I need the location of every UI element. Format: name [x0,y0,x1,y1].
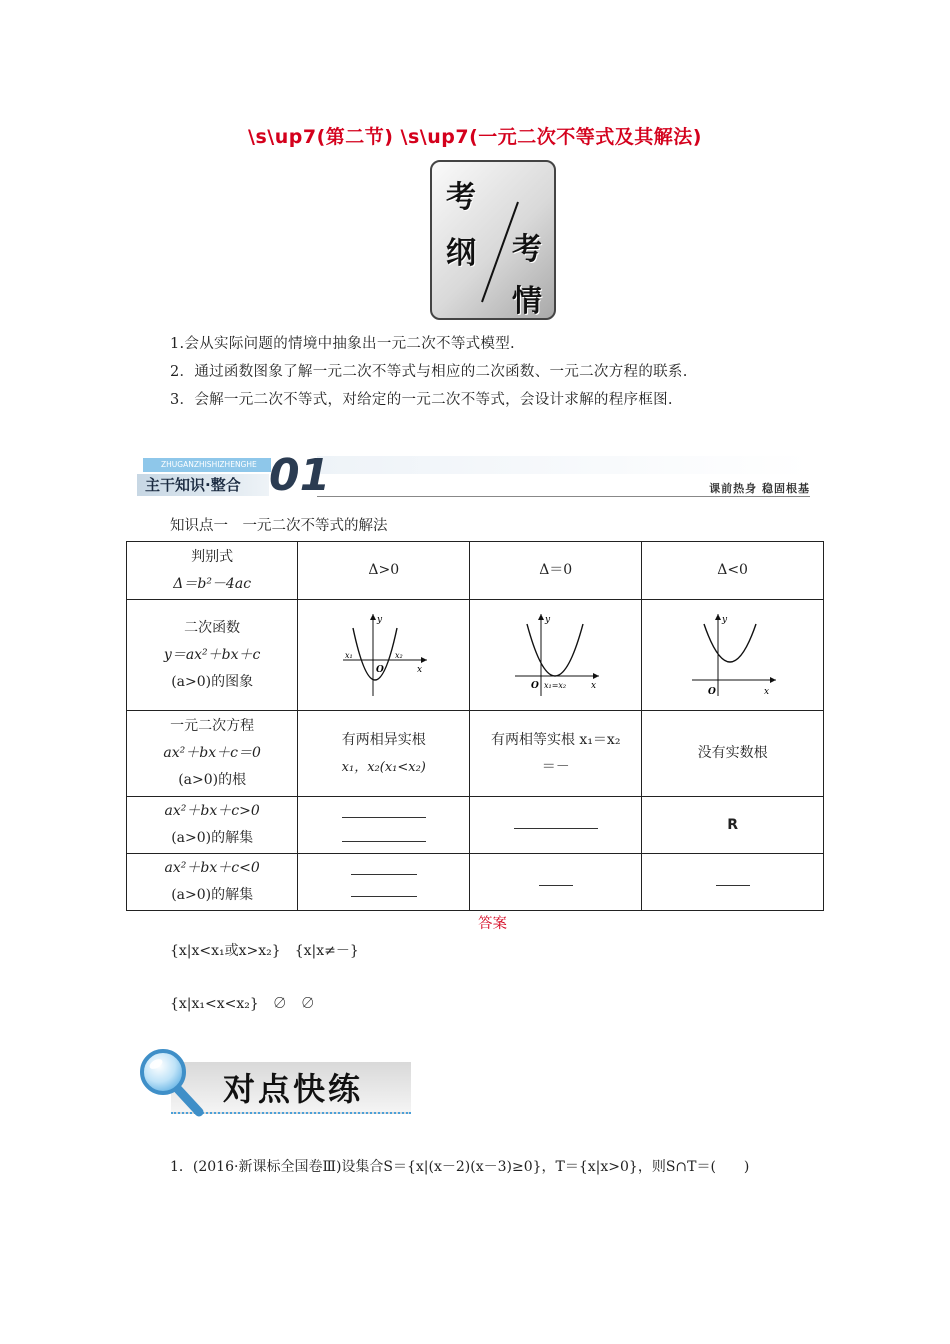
fill-blank[interactable] [539,871,573,886]
badge-char: 纲 [446,236,476,271]
fill-blank[interactable] [342,825,426,842]
table-cell [470,797,642,854]
requirement-2: 2．通过函数图象了解一元二次不等式与相应的二次函数、一元二次方程的联系. [170,364,688,380]
fill-blank[interactable] [351,882,417,897]
x-axis-label: x [416,665,422,675]
table-cell [298,711,470,797]
root-label: x₁=x₂ [543,681,566,690]
badge-slash [432,162,558,322]
table-cell [298,797,470,854]
knowledge-point-title: 知识点一 一元二次不等式的解法 [170,518,388,534]
parabola-graph-two-roots [339,610,429,700]
fill-blank[interactable] [716,871,750,886]
badge-char: 情 [512,284,542,319]
kaogang-kaoqing-badge [430,160,556,320]
section-number: 01 [269,450,331,501]
requirement-1: 1.会从实际问题的情境中抽象出一元二次不等式模型. [170,336,515,352]
y-axis-label: y [544,615,550,625]
table-cell [298,854,470,911]
x-axis-label: x [763,687,769,697]
table-row [127,600,824,711]
table-cell: Δ<0 [642,542,824,600]
row-label-line: (a>0)的图象 [171,673,254,690]
table-cell [127,797,298,854]
table-row [127,711,824,797]
section-label: 主干知识·整合 [137,474,269,496]
badge-char: 考 [446,180,476,215]
table-cell [127,711,298,797]
fill-blank[interactable] [514,812,598,829]
y-axis-label: y [721,615,727,625]
badge-char: 考 [512,232,542,267]
table-cell: 没有实数根 [642,711,824,797]
fill-blank[interactable] [342,801,426,818]
table-cell [127,600,298,711]
header-label: 判别式 [191,548,234,565]
table-cell [642,600,824,711]
origin-label: O [707,687,716,697]
parabola-graph-no-root [688,610,778,700]
row-label-line: y＝ax²＋bx＋c [163,646,261,663]
fill-blank[interactable] [351,860,417,875]
root-desc: 有两相等实根 x₁＝x₂ [490,731,621,748]
page-title: \s\up7(第二节) \s\up7(一元二次不等式及其解法) [248,126,702,148]
root-desc: 有两相异实根 [341,731,426,748]
row-label-line: 二次函数 [184,619,241,636]
root-desc: ＝－ [541,758,570,775]
magnifier-icon [137,1046,209,1118]
table-cell [470,711,642,797]
table-row [127,854,824,911]
table-cell: R [642,797,824,854]
y-axis-label: y [376,615,382,625]
practice-header [137,1046,412,1118]
table-cell [642,854,824,911]
table-cell [470,600,642,711]
table-cell [127,854,298,911]
header-formula: Δ＝b²－4ac [173,575,252,592]
x-axis-label: x [590,681,596,691]
row-label-line: (a>0)的解集 [171,830,254,846]
table-cell [470,854,642,911]
origin-label: O [375,665,384,675]
table-row [127,542,824,600]
question-1: 1．(2016·新课标全国卷Ⅲ)设集合S＝{x|(x－2)(x－3)≥0}，T＝{x|x>0}，则S∩T＝( ) [170,1159,750,1175]
row-label-line: ax²＋bx＋c＝0 [163,745,261,761]
root-label: x₂ [394,651,403,660]
table-row [127,797,824,854]
section-header-band [137,450,810,501]
row-label-line: ax²＋bx＋c<0 [164,860,260,876]
row-label-line: 一元二次方程 [170,718,255,734]
band-top-strip [317,456,810,474]
table-cell: Δ＝0 [470,542,642,600]
section-right-text: 课前热身 稳固根基 [709,482,810,495]
row-label-line: (a>0)的根 [178,772,247,788]
answer-toggle[interactable]: 答案 [478,916,507,932]
practice-title: 对点快练 [223,1070,364,1108]
root-desc: x₁，x₂(x₁<x₂) [341,759,426,775]
answer-line-1: {x|x<x₁或x>x₂} {x|x≠－} [170,943,359,959]
table-cell: Δ>0 [298,542,470,600]
row-label-line: (a>0)的解集 [171,887,254,903]
requirement-3: 3．会解一元二次不等式，对给定的一元二次不等式，会设计求解的程序框图. [170,392,673,408]
solution-table [126,541,824,911]
section-pinyin: ZHUGANZHISHIZHENGHE [143,458,271,472]
parabola-graph-one-root [511,610,601,700]
origin-label: O [530,681,539,691]
band-rule [317,496,810,497]
answer-line-2: {x|x₁<x<x₂} ∅ ∅ [170,996,315,1012]
table-cell [127,542,298,600]
table-cell [298,600,470,711]
root-label: x₁ [344,651,353,660]
row-label-line: ax²＋bx＋c>0 [164,803,260,819]
